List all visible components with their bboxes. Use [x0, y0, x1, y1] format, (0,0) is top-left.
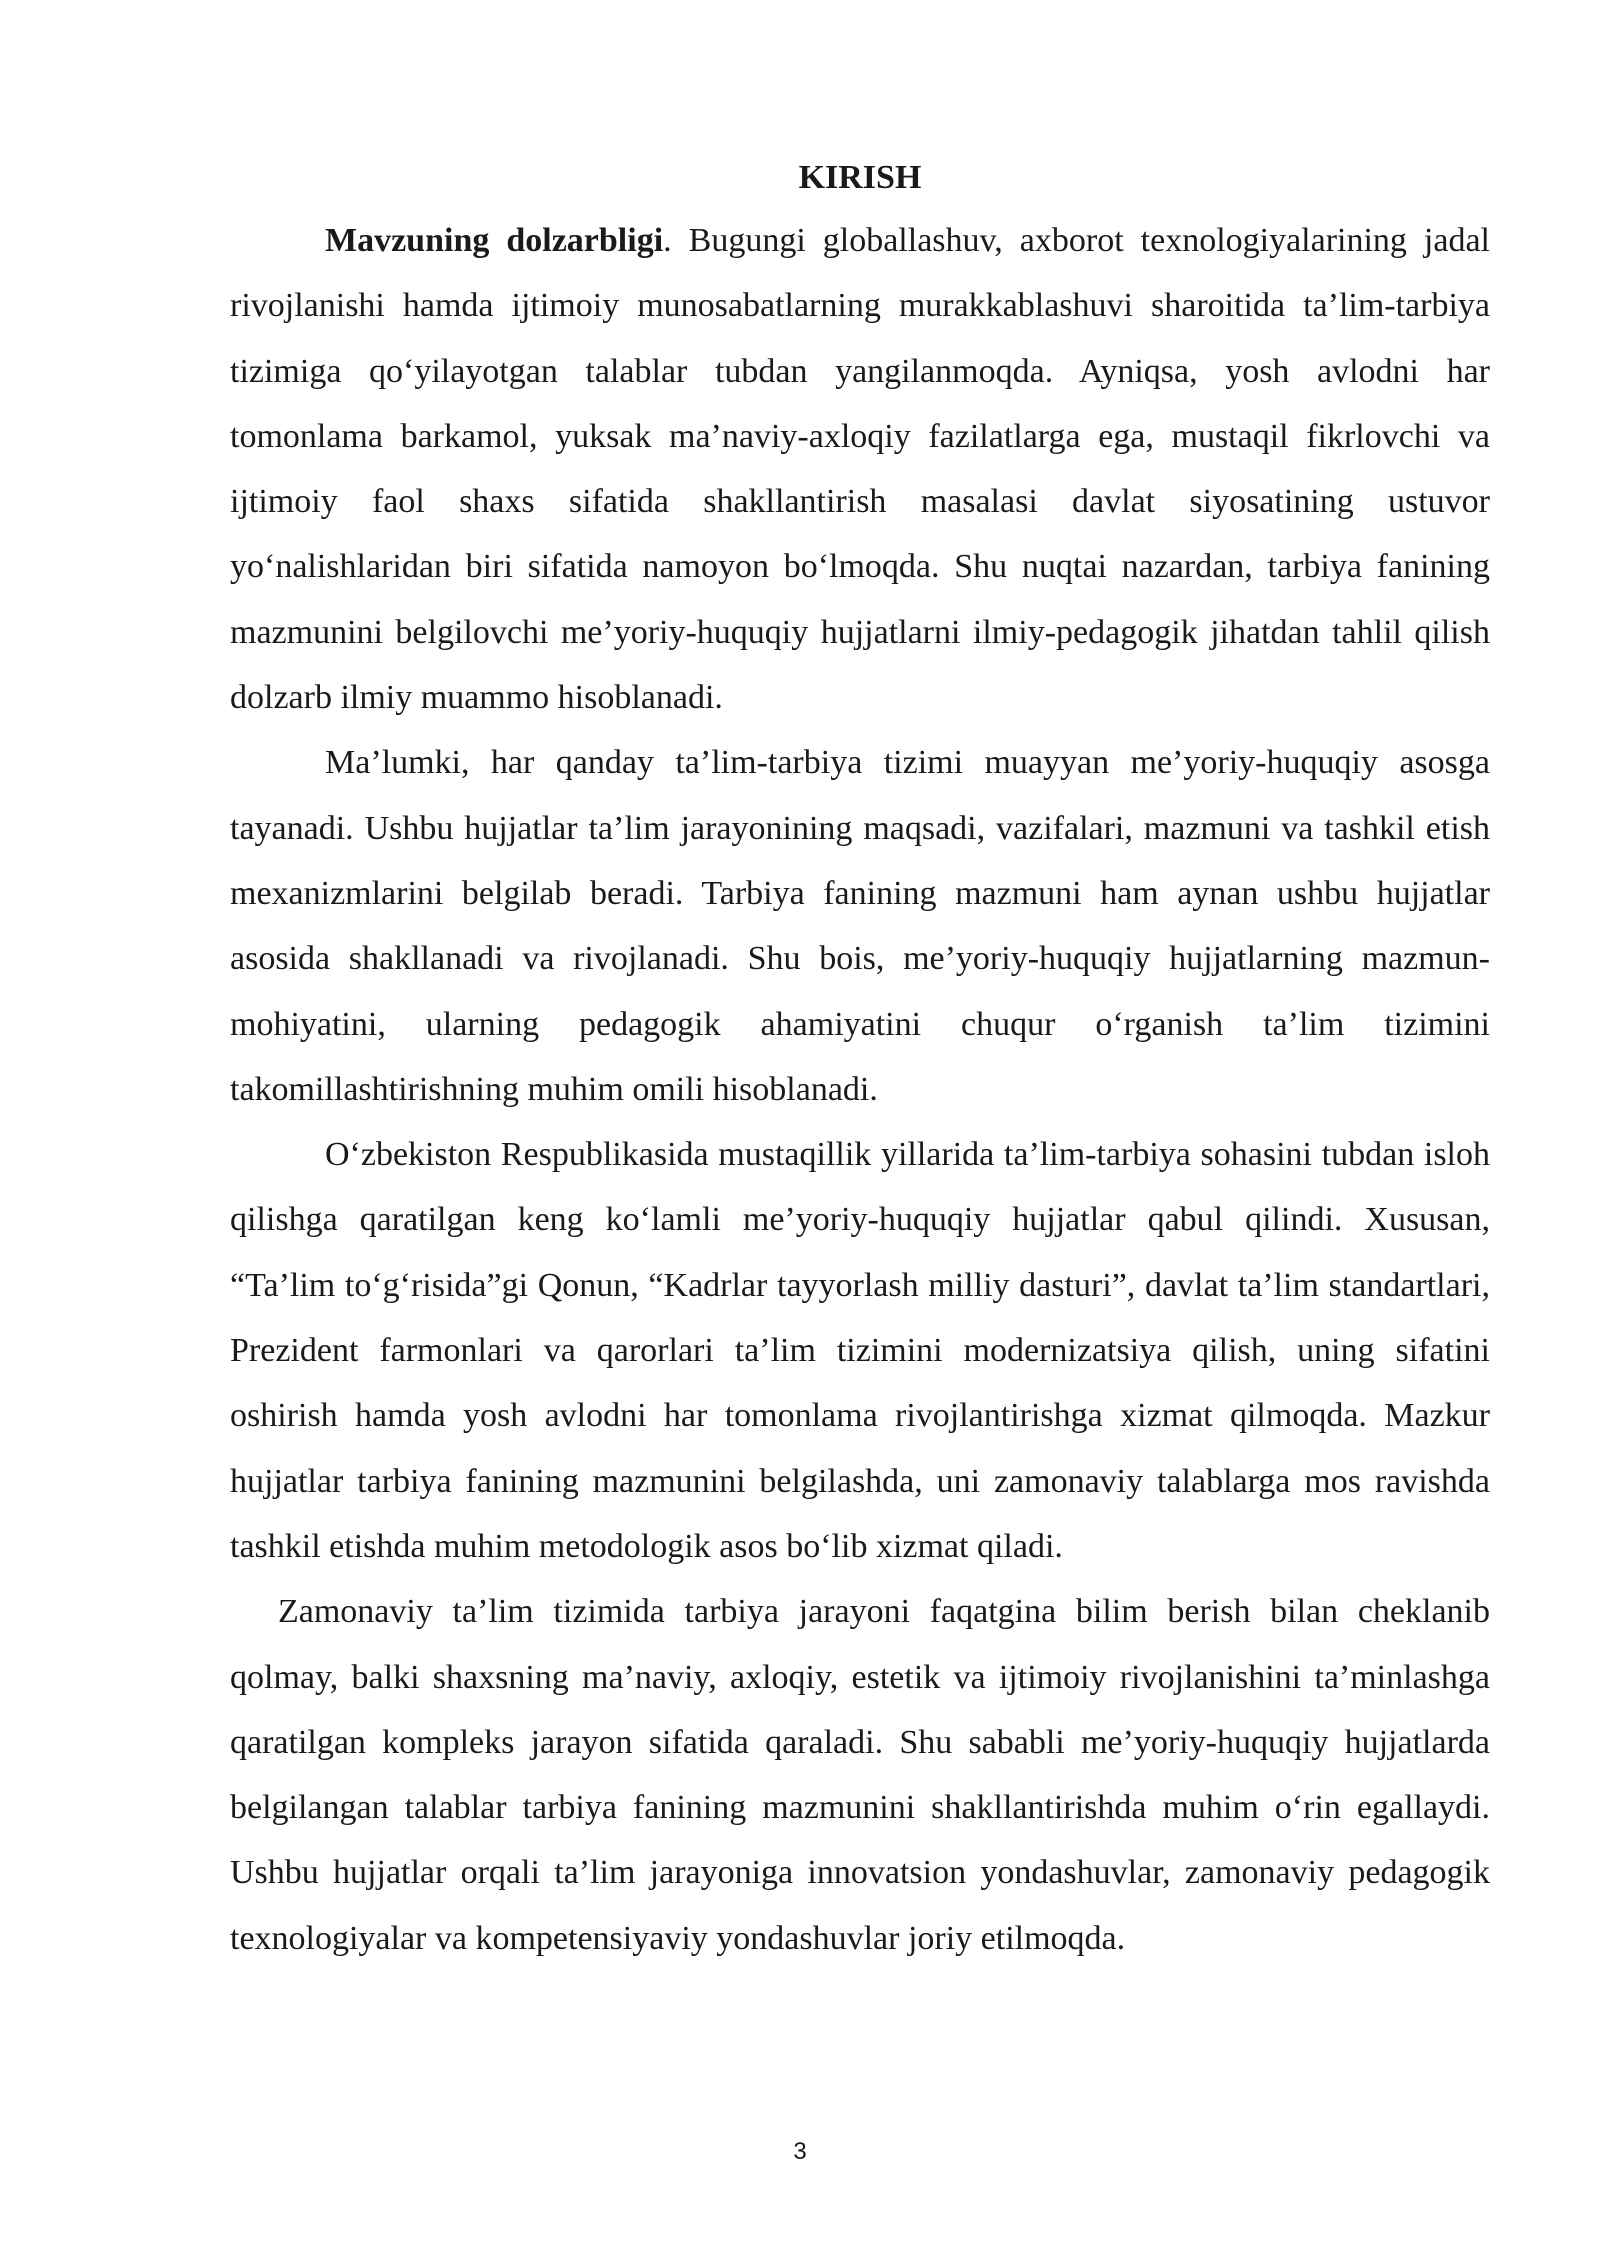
paragraph-uzbekistan-reforms: O‘zbekiston Respublikasida mustaqillik yillarida ta’lim-tarbiya sohasini tubdan isloh qilishga qaratilgan keng ko‘lamli me’yoriy-huquqiy hujjatlar qabul qilindi. Xususan, “Ta’lim to‘g‘risida”gi Qonun, “Kadrlar tayyorlash milliy dasturi”, davlat ta’lim standartlari, Prezident farmonlari va qarorlari ta’lim tizimini modernizatsiya qilish, uning sifatini oshirish hamda yosh avlodni har tomonlama rivojlantirishga xizmat qilmoqda. Mazkur hujjatlar tarbiya fanining mazmunini belgilashda, uni zamonaviy talablarga mos ravishda tashkil etishda muhim metodologik asos bo‘lib xizmat qiladi.	[230, 1136, 1490, 1565]
paragraph-lead: Mavzuning dolzarbligi	[325, 222, 664, 259]
paragraph-modern-education: Zamonaviy ta’lim tizimida tarbiya jarayoni faqatgina bilim berish bilan cheklanib qolmay, balki shaxsning ma’naviy, axloqiy, estetik va ijtimoiy rivojlanishini ta’minlashga qaratilgan kompleks jarayon sifatida qaraladi. Shu sababli me’yoriy-huquqiy hujjatlarda belgilangan talablar tarbiya fanining mazmunini shakllantirishda muhim o‘rin egallaydi. Ushbu hujjatlar orqali ta’lim jarayoniga innovatsion yondashuvlar, zamonaviy pedagogik texnologiyalar va kompetensiyaviy yondashuvlar joriy etilmoqda.	[230, 1593, 1490, 1957]
document-body	[230, 148, 1490, 1971]
paragraph-normative-basis: Ma’lumki, har qanday ta’lim-tarbiya tizimi muayyan me’yoriy-huquqiy asosga tayanadi. Ushbu hujjatlar ta’lim jarayonining maqsadi, vazifalari, mazmuni va tashkil etish mexanizmlarini belgilab beradi. Tarbiya fanining mazmuni ham aynan ushbu hujjatlar asosida shakllanadi va rivojlanadi. Shu bois, me’yoriy-huquqiy hujjatlarning mazmun-mohiyatini, ularning pedagogik ahamiyatini chuqur o‘rganish ta’lim tizimini takomillashtirishning muhim omili hisoblanadi.	[230, 744, 1490, 1108]
section-heading: KIRISH	[798, 159, 922, 196]
page-number: 3	[793, 2138, 807, 2165]
paragraph-text: . Bugungi globallashuv, axborot texnologiyalarining jadal rivojlanishi hamda ijtimoiy munosabatlarning murakkablashuvi sharoitida ta’lim-tarbiya tizimiga qo‘yilayotgan talablar tubdan yangilanmoqda. Ayniqsa, yosh avlodni har tomonlama barkamol, yuksak ma’naviy-axloqiy fazilatlarga ega, mustaqil fikrlovchi va ijtimoiy faol shaxs sifatida shakllantirish masalasi davlat siyosatining ustuvor yo‘nalishlaridan biri sifatida namoyon bo‘lmoqda. Shu nuqtai nazardan, tarbiya fanining mazmunini belgilovchi me’yoriy-huquqiy hujjatlarni ilmiy-pedagogik jihatdan tahlil qilish dolzarb ilmiy muammo hisoblanadi.	[230, 222, 1491, 717]
paragraph-relevance	[230, 208, 1490, 730]
